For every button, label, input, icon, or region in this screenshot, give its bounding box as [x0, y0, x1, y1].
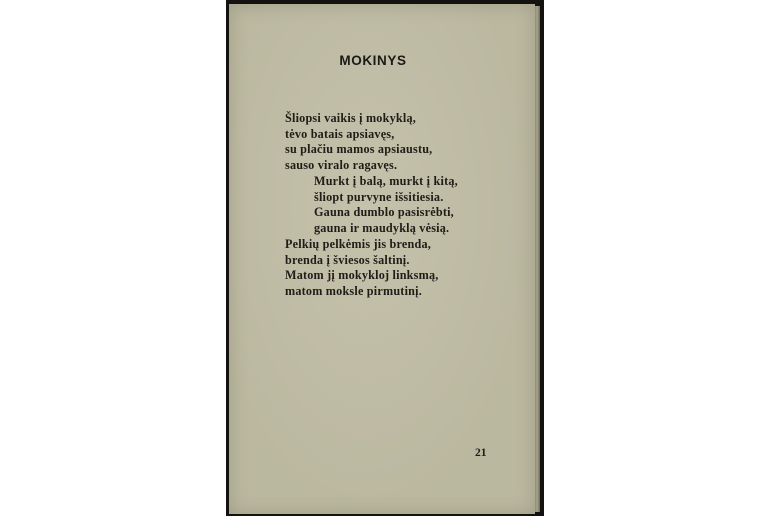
poem-line: šliopt purvyne išsitiesia. [314, 189, 444, 204]
poem-line: tėvo batais apsiavęs, [285, 126, 395, 141]
page-number: 21 [475, 447, 487, 459]
poem-line: Gauna dumblo pasisrėbti, [314, 205, 454, 220]
poem-line: brenda į šviesos šaltinį. [285, 252, 410, 267]
poem-line: matom moksle pirmutinį. [285, 283, 422, 298]
poem-line: Matom jį mokykloj linksmą, [285, 268, 439, 283]
poem-line: sauso viralo ragavęs. [285, 157, 398, 172]
stanza-3 [285, 237, 439, 299]
poem-line: su plačiu mamos apsiaustu, [285, 142, 433, 157]
page-edge [535, 6, 540, 512]
poem-line: Murkt į balą, murkt į kitą, [314, 174, 458, 188]
poem-line: Pelkių pelkėmis jis brenda, [285, 237, 432, 251]
poem-title: MOKINYS [339, 53, 407, 68]
stanza-2 [314, 174, 458, 236]
poem-line: gauna ir maudyklą vėsią. [314, 220, 450, 235]
poem-line: Šliopsi vaikis į mokyklą, [285, 111, 416, 125]
stanza-1 [285, 111, 432, 173]
